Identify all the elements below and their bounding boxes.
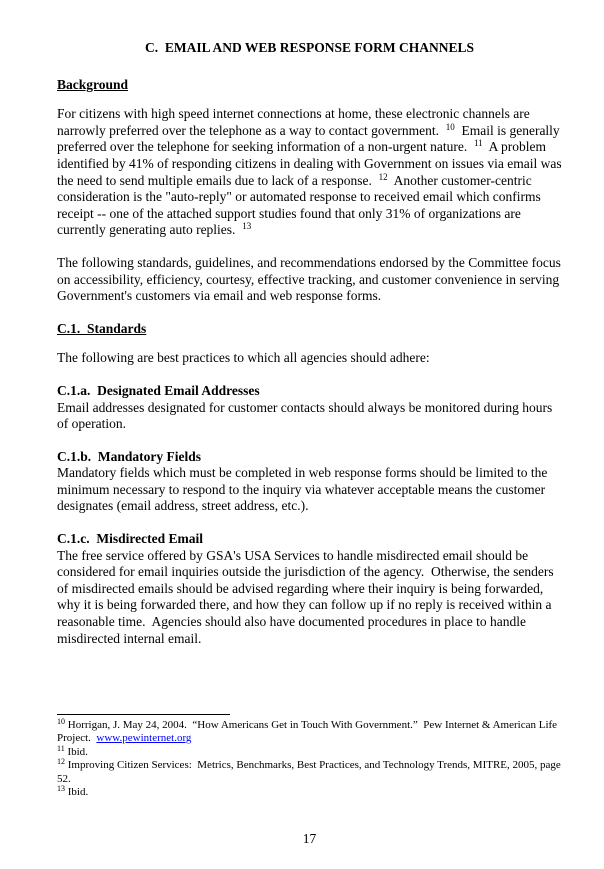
- document-title: C. EMAIL AND WEB RESPONSE FORM CHANNELS: [144, 40, 475, 55]
- subsection-body: Email addresses designated for customer contacts should always be monitored during hours of operation.: [57, 399, 556, 432]
- standards-heading: C.1. Standards: [57, 320, 147, 336]
- subsection-body: Mandatory fields which must be completed in web response forms should be limited to the minimum necessary to respond to the inquiry via whatever acceptable means the customer designates (email address, street address, etc.).: [57, 465, 551, 514]
- standards-intro: The following are best practices to which all agencies should adhere:: [57, 350, 430, 366]
- footnote-ref-12: 12: [378, 171, 388, 182]
- subsection-designated-email-addresses: [57, 383, 562, 433]
- footnotes-section: [57, 714, 562, 799]
- paragraph-text: A problem identified by 41% of responding citizens in dealing with Government on issues via email was the need to send multiple emails due to lack of a response.: [57, 139, 566, 188]
- footnote-11: [57, 743, 562, 759]
- footnote-13: [57, 786, 562, 799]
- footnote-marker-11: 11: [57, 743, 65, 753]
- footnote-marker-12: 12: [57, 757, 65, 767]
- paragraph-text: Another customer-centric consideration is the "auto-reply" or automated response to received email which confirms receipt -- one of the attached support studies found that only 31% of organizations are currently generating auto replies.: [57, 172, 545, 238]
- subsection-mandatory-fields: [57, 449, 562, 515]
- subsection-heading: C.1.a. Designated Email Addresses: [57, 382, 260, 398]
- subsection-misdirected-email: [57, 531, 562, 647]
- footnote-text: Ibid.: [65, 786, 89, 799]
- footnote-ref-11: 11: [473, 138, 483, 149]
- footnote-text: Horrigan, J. May 24, 2004. “How Americans Get in Touch With Government.” Pew Internet & American Life Project.: [57, 719, 560, 745]
- pewinternet-link[interactable]: www.pewinternet.org: [96, 732, 192, 745]
- footnote-ref-13: 13: [242, 221, 252, 232]
- paragraph-text: Email is generally preferred over the telephone for seeking information of a non-urgent nature.: [57, 122, 564, 155]
- subsection-body: The free service offered by GSA's USA Services to handle misdirected email should be considered for email inquiries outside the jurisdiction of the agency. Otherwise, the senders of misdirected emails should be advised regarding where their inquiry is being forwarded, why it is being forwarded there, and how they can follow up if no reply is received within a reasonable time. Agencies should also have documented procedures in place to handle misdirected internal email.: [57, 547, 557, 646]
- footnote-10: [57, 719, 562, 746]
- footnote-text: Ibid.: [64, 745, 88, 758]
- paragraph-text: For citizens with high speed internet connections at home, these electronic channels are narrowly preferred over the telephone as a way to contact government.: [57, 106, 534, 138]
- background-heading: Background: [57, 76, 129, 92]
- footnote-marker-10: 10: [57, 717, 65, 726]
- footnote-ref-10: 10: [445, 121, 455, 132]
- footnote-separator: [57, 714, 230, 715]
- page-number: 17: [302, 831, 317, 846]
- footnote-12: [57, 759, 562, 786]
- subsection-heading: C.1.b. Mandatory Fields: [57, 448, 202, 464]
- footnote-marker-13: 13: [57, 784, 65, 794]
- background-paragraph-2: The following standards, guidelines, and recommendations endorsed by the Committee focus on accessibility, efficiency, courtesy, effective tracking, and customer convenience in serving Government's customers via email and web response forms.: [57, 254, 565, 304]
- footnote-text: Improving Citizen Services: Metrics, Benchmarks, Best Practices, and Technology Trends, MITRE, 2005, page 52.: [57, 759, 564, 785]
- subsection-heading: C.1.c. Misdirected Email: [57, 531, 203, 547]
- background-paragraph-1: [57, 106, 566, 239]
